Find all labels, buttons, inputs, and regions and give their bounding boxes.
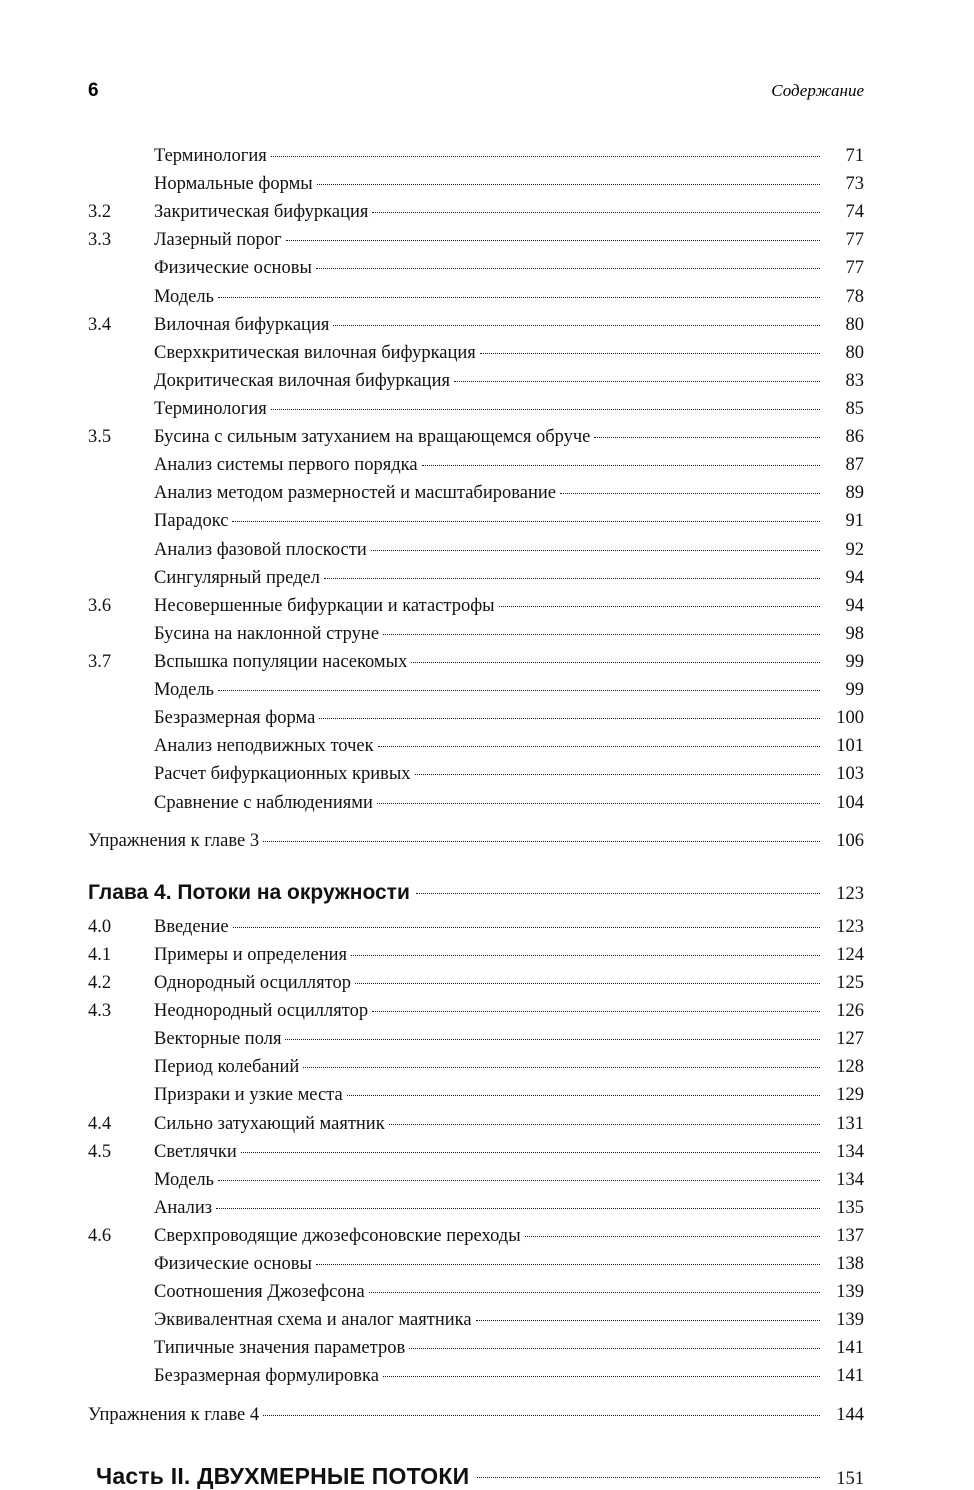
toc-row-label: Модель (154, 286, 214, 307)
toc-row-label: Анализ неподвижных точек (154, 736, 374, 757)
toc-row-label: Типичные значения параметров (154, 1338, 406, 1359)
toc-row-number: 3.5 (88, 427, 112, 448)
leader-dots (422, 465, 820, 466)
toc-row-label: Закритическая бифуркация (154, 202, 369, 223)
toc-row-page: 106 (836, 830, 864, 851)
toc-row-label: Сверхпроводящие джозефсоновские переходы (154, 1225, 521, 1246)
toc-row-number: 4.3 (88, 1001, 112, 1022)
toc-row[interactable] (88, 997, 864, 1025)
toc-row-number: 4.2 (88, 972, 112, 993)
leader-dots (415, 774, 820, 775)
toc-row[interactable] (88, 1166, 864, 1194)
toc-row[interactable] (88, 789, 864, 817)
toc-row[interactable] (88, 142, 864, 170)
toc-row[interactable] (88, 1194, 864, 1222)
toc-row-page: 144 (836, 1404, 864, 1425)
toc-row-label: Анализ методом размерностей и масштабирование (154, 483, 556, 504)
toc-row-page: 135 (836, 1197, 864, 1218)
leader-dots (351, 955, 820, 956)
toc-row-label: Период колебаний (154, 1057, 300, 1078)
leader-dots (499, 606, 820, 607)
toc-row[interactable] (88, 1110, 864, 1138)
toc-row-label: Физические основы (154, 1254, 312, 1275)
toc-row-page: 134 (836, 1169, 864, 1190)
toc-row-label: Сильно затухающий маятник (154, 1113, 385, 1134)
leader-dots (454, 381, 820, 382)
leader-dots (218, 297, 820, 298)
toc-row-label: Терминология (154, 146, 267, 166)
leader-dots (355, 983, 820, 984)
toc-row-label: Анализ системы первого порядка (154, 455, 418, 476)
toc-row[interactable] (88, 536, 864, 564)
toc-row-number: 3.4 (88, 314, 112, 335)
toc-row-page: 101 (836, 736, 864, 757)
leader-dots (378, 746, 820, 747)
toc-row-label: Светлячки (154, 1141, 237, 1162)
leader-dots (286, 240, 820, 241)
toc-row-page: 78 (845, 286, 864, 307)
leader-dots (218, 1180, 820, 1181)
toc-row[interactable] (88, 1250, 864, 1278)
toc-row-page: 137 (836, 1225, 864, 1246)
spacer (88, 817, 864, 827)
toc-row[interactable] (88, 367, 864, 395)
leader-dots (271, 156, 820, 157)
toc-row-page: 127 (836, 1029, 864, 1050)
leader-dots (476, 1320, 820, 1321)
toc-row-label: Неоднородный осциллятор (154, 1001, 369, 1022)
toc-row-number: 4.5 (88, 1141, 112, 1162)
header-title: Содержание (771, 81, 864, 100)
leader-dots (560, 493, 820, 494)
toc-row-label: Вилочная бифуркация (154, 314, 330, 335)
toc-row[interactable] (88, 423, 864, 451)
part-heading-2-label: Часть II. ДВУХМЕРНЫЕ ПОТОКИ (96, 1462, 470, 1489)
toc-row-page: 141 (836, 1338, 864, 1359)
toc-row-label: Введение (154, 916, 229, 937)
chapter-heading-4-label: Глава 4. Потоки на окружности (88, 880, 410, 904)
toc-row-page: 134 (836, 1141, 864, 1162)
leader-dots (333, 325, 820, 326)
leader-dots (411, 662, 820, 663)
toc-row-number: 4.0 (88, 916, 112, 937)
toc-row-page: 89 (845, 483, 864, 504)
toc-list-part1 (88, 142, 864, 855)
toc-row-page: 128 (836, 1057, 864, 1078)
toc-row-label: Векторные поля (154, 1029, 282, 1050)
leader-dots (303, 1067, 820, 1068)
toc-row-page: 131 (836, 1113, 864, 1134)
toc-row-label: Модель (154, 680, 214, 701)
toc-row-label: Сингулярный предел (154, 567, 320, 588)
toc-row-label: Призраки и узкие места (154, 1085, 343, 1106)
leader-dots (525, 1236, 820, 1237)
toc-row-page: 99 (845, 680, 864, 701)
toc-row[interactable] (88, 283, 864, 311)
toc-row-page: 139 (836, 1282, 864, 1303)
toc-row[interactable] (88, 451, 864, 479)
toc-row-label: Безразмерная форма (154, 708, 316, 729)
toc-row[interactable] (88, 254, 864, 282)
toc-list-part2 (88, 913, 864, 1429)
toc-row[interactable] (88, 226, 864, 254)
toc-row[interactable] (88, 198, 864, 226)
toc-row[interactable] (88, 1222, 864, 1250)
toc-row-page: 138 (836, 1254, 864, 1275)
toc-row-page: 103 (836, 764, 864, 785)
toc-row-page: 83 (845, 370, 864, 391)
chapter-heading-4-page: 123 (836, 883, 864, 904)
toc-row-label: Несовершенные бифуркации и катастрофы (154, 595, 495, 616)
toc-row-page: 80 (845, 314, 864, 335)
toc-row[interactable] (88, 732, 864, 760)
leader-dots (372, 212, 820, 213)
part-heading-2[interactable] (88, 1463, 864, 1490)
toc-row-label: Соотношения Джозефсона (154, 1282, 365, 1303)
leader-dots (377, 803, 820, 804)
leader-dots (316, 1264, 820, 1265)
toc-row[interactable] (88, 620, 864, 648)
leader-dots (477, 1477, 820, 1478)
toc-row[interactable] (88, 1053, 864, 1081)
leader-dots (416, 893, 820, 894)
leader-dots (316, 268, 820, 269)
leader-dots (232, 521, 820, 522)
leader-dots (271, 409, 820, 410)
toc-row-label: Вспышка популяции насекомых (154, 651, 408, 672)
toc-row[interactable] (88, 969, 864, 997)
toc-row[interactable] (88, 1278, 864, 1306)
toc-row-label: Бусина на наклонной струне (154, 623, 380, 644)
toc-row-page: 71 (845, 146, 864, 166)
toc-row-label: Упражнения к главе 4 (88, 1404, 260, 1425)
chapter-heading-4[interactable] (88, 881, 864, 905)
leader-dots (233, 927, 820, 928)
toc-row[interactable] (88, 760, 864, 788)
toc-row-page: 73 (845, 174, 864, 195)
leader-dots (263, 1415, 820, 1416)
toc-row-page: 77 (845, 230, 864, 251)
toc-row-page: 85 (845, 398, 864, 419)
leader-dots (369, 1292, 820, 1293)
toc-row-page: 87 (845, 455, 864, 476)
leader-dots (263, 841, 820, 842)
toc-row-page: 98 (845, 623, 864, 644)
leader-dots (317, 184, 820, 185)
toc-row[interactable] (88, 1306, 864, 1334)
toc-row[interactable] (88, 564, 864, 592)
toc-row-page: 100 (836, 708, 864, 729)
toc-row-label: Упражнения к главе 3 (88, 830, 260, 851)
leader-dots (218, 690, 820, 691)
leader-dots (241, 1152, 820, 1153)
leader-dots (371, 550, 820, 551)
toc-row-page: 104 (836, 792, 864, 813)
leader-dots (319, 718, 820, 719)
page-number: 6 (88, 80, 99, 101)
toc-row-label: Бусина с сильным затуханием на вращающемся обруче (154, 427, 591, 448)
leader-dots (594, 437, 820, 438)
toc-row[interactable] (88, 170, 864, 198)
leader-dots (324, 578, 820, 579)
toc-row[interactable] (88, 1138, 864, 1166)
toc-row-label: Анализ (154, 1197, 213, 1218)
toc-row[interactable] (88, 676, 864, 704)
toc-row-page: 124 (836, 944, 864, 965)
toc-row-label: Безразмерная формулировка (154, 1366, 379, 1387)
toc-row[interactable] (88, 311, 864, 339)
toc-row[interactable] (88, 1334, 864, 1362)
page-header (88, 80, 864, 102)
toc-row-label: Расчет бифуркационных кривых (154, 764, 411, 785)
toc-row-label: Эквивалентная схема и аналог маятника (154, 1310, 472, 1331)
toc-row-label: Сравнение с наблюдениями (154, 792, 373, 813)
toc-row-number: 4.6 (88, 1225, 112, 1246)
toc-row[interactable] (88, 648, 864, 676)
toc-row-page: 123 (836, 916, 864, 937)
toc-row[interactable] (88, 1362, 864, 1390)
toc-row-page: 74 (845, 202, 864, 223)
toc-row-label: Анализ фазовой плоскости (154, 539, 367, 560)
toc-row[interactable] (88, 395, 864, 423)
leader-dots (216, 1208, 820, 1209)
part-heading-2-page: 151 (836, 1468, 864, 1489)
toc-row-page: 92 (845, 539, 864, 560)
toc-row-page: 91 (845, 511, 864, 532)
leader-dots (347, 1095, 820, 1096)
leader-dots (480, 353, 820, 354)
spacer (88, 1391, 864, 1401)
toc-row-label: Лазерный порог (154, 230, 282, 251)
toc-row-page: 86 (845, 427, 864, 448)
toc-row[interactable] (88, 339, 864, 367)
toc-row[interactable] (88, 1081, 864, 1109)
toc-row-page: 77 (845, 258, 864, 279)
toc-row-label: Модель (154, 1169, 214, 1190)
toc-row-page: 99 (845, 651, 864, 672)
toc-row-label: Парадокс (154, 511, 229, 532)
toc-row-label: Терминология (154, 398, 267, 419)
toc-row-label: Примеры и определения (154, 944, 348, 965)
toc-row-number: 4.4 (88, 1113, 112, 1134)
toc-row-label: Нормальные формы (154, 174, 313, 195)
toc-row-page: 94 (845, 595, 864, 616)
leader-dots (389, 1124, 820, 1125)
leader-dots (372, 1011, 820, 1012)
toc-row-number: 3.6 (88, 595, 112, 616)
toc-exercise-row[interactable] (88, 1401, 864, 1429)
toc-row-page: 139 (836, 1310, 864, 1331)
toc-row-page: 126 (836, 1001, 864, 1022)
toc-row[interactable] (88, 704, 864, 732)
leader-dots (285, 1039, 820, 1040)
toc-row-number: 3.3 (88, 230, 112, 251)
toc-row[interactable] (88, 1025, 864, 1053)
toc-row-number: 3.7 (88, 651, 112, 672)
leader-dots (409, 1348, 820, 1349)
toc-row[interactable] (88, 507, 864, 535)
toc-row[interactable] (88, 592, 864, 620)
toc-row-label: Однородный осциллятор (154, 972, 351, 993)
toc-row-page: 94 (845, 567, 864, 588)
toc-row-page: 80 (845, 342, 864, 363)
leader-dots (383, 1376, 820, 1377)
toc-row-page: 129 (836, 1085, 864, 1106)
toc-row[interactable] (88, 479, 864, 507)
toc-row-page: 141 (836, 1366, 864, 1387)
toc-row-label: Докритическая вилочная бифуркация (154, 370, 450, 391)
toc-row-number: 4.1 (88, 944, 112, 965)
toc-row-label: Физические основы (154, 258, 312, 279)
toc-row[interactable] (88, 941, 864, 969)
toc-exercise-row[interactable] (88, 827, 864, 855)
toc-row-page: 125 (836, 972, 864, 993)
leader-dots (383, 634, 820, 635)
toc-row[interactable] (88, 913, 864, 941)
toc-row-number: 3.2 (88, 202, 112, 223)
toc-row-label: Сверхкритическая вилочная бифуркация (154, 342, 476, 363)
